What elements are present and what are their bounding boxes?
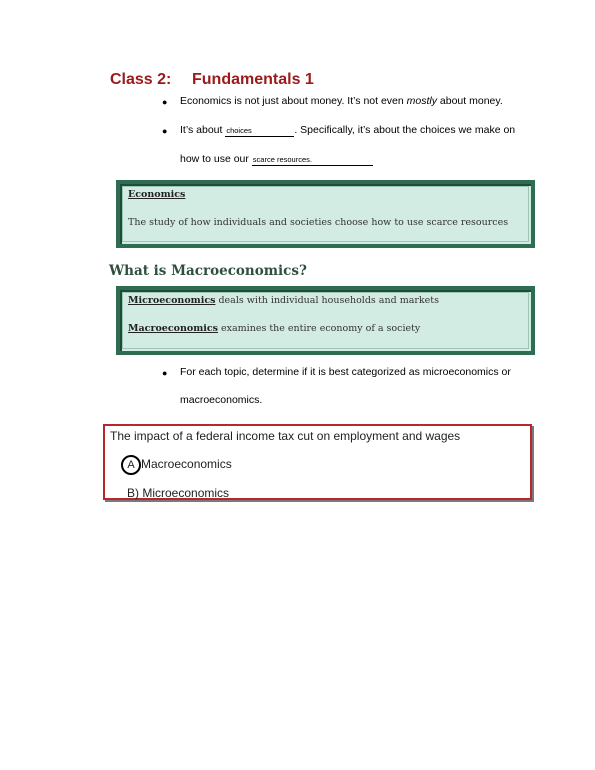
bullet-dot: ● — [162, 368, 168, 378]
bullet-1-emphasis: mostly — [406, 95, 437, 107]
option-b[interactable]: B) Microeconomics — [127, 486, 230, 500]
macroeconomics-definition — [128, 323, 420, 334]
section-heading: What is Macroeconomics? — [109, 263, 307, 279]
circled-answer-icon: A — [121, 455, 141, 475]
economics-definition-box — [116, 180, 535, 248]
microeconomics-definition — [128, 295, 439, 306]
bullet-1-text: Economics is not just about money. It’s not even — [180, 95, 407, 107]
class-number: Class 2: — [110, 71, 172, 88]
microeconomics-term: Microeconomics — [128, 295, 216, 306]
page-title — [110, 71, 314, 89]
bullet-dot: ● — [162, 126, 168, 136]
choices-blank: choices — [225, 126, 294, 137]
bullet-2-text-end: . Specifically, it’s about the choices we make on — [294, 124, 516, 136]
bullet-2 — [180, 124, 515, 137]
micro-macro-box — [116, 286, 535, 355]
class-topic: Fundamentals 1 — [192, 71, 314, 88]
bullet-2-text: It’s about — [180, 124, 226, 136]
bullet-1-text-end: about money. — [437, 95, 503, 107]
bullet-dot: ● — [162, 97, 168, 107]
economics-term: Economics — [128, 189, 186, 200]
question-box — [103, 424, 532, 500]
option-a[interactable] — [121, 455, 232, 475]
bullet-2-continued-text: how to use our — [180, 153, 252, 165]
question-prompt: The impact of a federal income tax cut on employment and wages — [110, 429, 461, 443]
macroeconomics-term: Macroeconomics — [128, 323, 218, 334]
bullet-4-continued: macroeconomics. — [180, 394, 263, 406]
microeconomics-definition-text: deals with individual households and markets — [215, 295, 439, 306]
macroeconomics-definition-text: examines the entire economy of a society — [218, 323, 421, 334]
scarce-resources-blank: scarce resources. — [252, 155, 373, 166]
bullet-1 — [180, 95, 503, 107]
bullet-2-continued — [180, 153, 373, 166]
bullet-4: For each topic, determine if it is best categorized as microeconomics or — [180, 366, 511, 378]
option-a-label: Macroeconomics — [141, 457, 232, 471]
economics-definition: The study of how individuals and societies choose how to use scarce resources — [128, 217, 509, 228]
